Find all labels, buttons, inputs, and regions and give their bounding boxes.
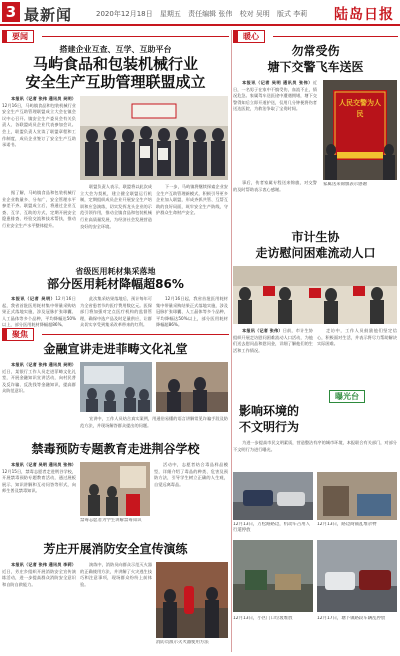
b1-body-col2 [80,416,228,438]
r1-title-line2: 塘下交警飞车送医 [267,60,364,74]
r1-title-line1: 勿常受伤 [291,44,340,58]
section-tag-right: 暖心 [233,30,265,43]
r3-photo-3 [233,540,313,612]
r1-paragraph: 近日，一名男子在家中不慎受伤，血流不止，情况危急。家属驾车送医途中遭遇拥堵，塘下交警得知后立即开道护送，仅用几分钟便将伤者送达医院，为救治争取了宝贵时间。 [233,80,317,112]
article-paragraph: 联盟负责人表示，联盟将以此次成立大会为契机，建立健全联盟运行机制，定期组织成员企业开展安全生产培训和应急演练，切实发挥龙头企业的示范引领作用，推动全镇食品和包装机械行业高质量发展，为经济社会发展营造良好的安全环境。 [80,184,152,229]
b3-credit: 本报讯（记者 张伟 通讯员 李莉） [11,562,76,567]
r3-photo-2 [317,472,397,520]
b1-paragraph: 宣讲中，工作人员结合真实案例，用通俗易懂的语言讲解常见诈骗手段及防范方法，并现场解答群众提出的问题。 [80,416,228,428]
r3-photo-1 [233,472,313,520]
r2-body-col1 [233,328,313,386]
b1-body-col1 [2,362,76,438]
r2-paragraph: 走访中，工作人员鼓励他们坚定信心，积极面对生活，并表示将尽力帮助解决实际困难。 [317,328,397,347]
b3-paragraph: 演练中，消防员向群众示范灭火器的正确使用方法，并讲解了火灾逃生技巧和注意事项，现场群众纷纷上前体验。 [80,562,152,587]
b2-caption: 禁毒志愿者为学生讲解禁毒知识 [80,518,142,523]
section-tag-top: 要闻 [2,30,34,43]
article-paragraph: 下一步，马屿镇将继续探索企业安全生产互助管理新模式，积极引导更多企业加入联盟，形成齐抓共管、互帮互助的良好局面，筑牢安全生产防线，守护群众生命财产安全。 [156,184,228,216]
right-column [233,30,398,652]
r3-title-line1: 影响环境的 [239,404,300,418]
issue-date: 2020年12月18日 [96,10,153,18]
group-photo [80,96,228,180]
b1-title: 金融宣讲走进菲畴文化礼堂 [43,342,188,356]
r3-caption-3: 12月13日，小区门口垃圾堆放 [233,616,293,621]
editor-credit: 责任编辑 张伟 [188,10,233,18]
sub-article-paragraph: 12月16日起，我省首批医用耗材集中带量采购结果正式落地实施，涉及冠脉扩张球囊、人工晶体等多个品种，平均降幅达50%以上，部分医用耗材降幅超86%。 [156,296,228,328]
b2-photo [80,462,150,516]
b2-body-col1 [2,462,76,544]
b3-body-col2 [80,562,152,650]
r3-paragraph: 为进一步提高市民文明素质，营造整洁有序的城市环境，本报联合有关部门，对部分不文明行为进行曝光。 [233,440,397,452]
r3-title-line2: 不文明行为 [239,420,300,434]
article-title-line1: 马屿食品和包装机械行业 [32,55,198,73]
page-number: 3 [2,2,20,22]
r1-photo-banner [323,80,397,180]
r3-caption-1: 12月13日，万松路路边，机动车占用人行道停放 [233,522,311,533]
b2-paragraph: 活动中，志愿者结合毒品样品模型，详细介绍了毒品的种类、危害及预防方法，引导学生树立正确的人生观，自觉远离毒品。 [154,462,228,487]
section-rule [273,36,398,37]
article-kicker: 搭建企业互查、互学、互助平台 [59,45,172,54]
article-body-intro [2,96,76,190]
section-rule [42,36,229,37]
r3-caption-2: 12月13日，路边商铺乱堆杂物 [317,522,377,527]
issue-weekday: 星期五 [159,10,181,18]
b1-credit: 本报讯（记者 张伟 通讯员 吴明） [11,362,76,367]
r2-body-col2 [317,328,397,386]
newspaper-logo: 陆岛日报 [334,7,394,23]
section-tag-bottom: 聚焦 [2,328,34,341]
r2-title-line1: 市计生协 [291,230,340,244]
sub-article-paragraph: 12月16日起，我省首批医用耗材集中带量采购结果正式落地实施，涉及冠脉扩张球囊、人工晶体等多个品种，平均降幅达50%以上，部分医用耗材降幅超86%。 [2,296,76,328]
r2-paragraph: 日前，市计生协组织开展走访慰问困难流动人口活动，为他们送去慰问品和慰问金，详细了解他们的生活和工作情况。 [233,328,313,353]
b2-paragraph: 12月15日，禁毒志愿者走进荆谷学校，开展禁毒预防专题教育活动，通过展板展示、知识讲解和互动问答等形式，向师生普及禁毒知识。 [2,468,76,494]
r1-caption: 家属送来锦旗表示感谢 [323,182,367,187]
column-divider [231,30,232,652]
design-credit: 版式 李莉 [277,10,308,18]
b3-title: 芳庄开展消防安全宣传演练 [43,542,188,556]
article-title-line2: 安全生产互助管理联盟成立 [25,73,206,91]
b1-photo [80,362,152,412]
section-rule [42,334,229,335]
b1-photo-2 [156,362,228,412]
article-paragraph: 12月16日，马屿镇食品和包装机械行业安全生产互助管理联盟成立大会在镇会议中心召开。镇安全生产委员会有关负责人、各联盟成员企业代表参加会议。会上，联盟负责人宣读了联盟章程和工作制度，成员企业签订了安全生产互助承诺书。 [2,102,76,148]
b1-paragraph: 近日，某银行工作人员走进菲畴文化礼堂，开展金融知识宣讲活动，向村民普及反诈骗、反洗钱等金融知识，提高群众防范意识。 [2,368,76,394]
section-title: 最新闻 [24,6,73,24]
b2-body-col3 [154,462,228,544]
sub-article-title: 部分医用耗材降幅超86% [47,277,184,291]
article-credit: 本报讯（记者 张伟 通讯员 吴明） [11,96,76,101]
r1-banner-text: 人民交警为人民 [339,99,381,118]
r2-photo [233,266,397,324]
r1-body-col2 [233,180,317,224]
r3-intro [233,440,397,468]
r3-photo-4 [317,540,397,612]
r3-section-tag: 曝光台 [329,390,365,403]
article-paragraph: 据了解，马屿镇食品和包装机械行业企业数量多、分布广，安全管理水平参差不齐。联盟成立后，将通过企业互查、互学、互助的方式，定期开展安全隐患排查、经验交流和技术帮扶，推动行业安全生产水平整体提升。 [2,190,76,228]
proofreader-credit: 校对 吴明 [239,10,270,18]
r1-body-col1 [233,80,317,176]
r2-title-line2: 走访慰问困难流动人口 [255,246,376,260]
header-meta [96,9,312,19]
b2-credit: 本报讯（记者 吴明 通讯员 张伟） [11,462,76,467]
b3-paragraph: 近日，芳庄乡组织开展消防安全宣传演练活动，进一步提高群众消防安全意识和自防自救能力。 [2,568,76,587]
r1-paragraph: 事后，伤者家属专程送来锦旗，对交警的及时帮助表示衷心感谢。 [233,180,317,192]
sub-article-paragraph: 此次集采结果落地后，预计每年可为全省患者节约医疗费用数亿元。医保部门将加强对定点医疗机构的监督管理，确保中选产品及时足量供应，让群众切实享受到集采改革带来的红利。 [80,296,152,328]
r2-credit: 本报讯（记者 张伟） [242,328,283,333]
page-header [0,0,400,26]
r3-caption-4: 12月17日，塘下镇路段车辆乱停放 [317,616,386,621]
sub-article-kicker: 省级医用耗材集采落地 [75,267,156,276]
b3-photo [156,562,228,638]
left-column [2,30,229,652]
sub-article-credit: 本报讯（记者 吴明） [11,296,56,301]
b2-title: 禁毒预防专题教育走进荆谷学校 [31,442,200,456]
b3-body-col1 [2,562,76,650]
b3-caption: 消防员演示灭火器使用方法 [156,640,209,645]
r1-credit: 本报讯（记者 吴明 通讯员 张伟） [242,80,313,85]
